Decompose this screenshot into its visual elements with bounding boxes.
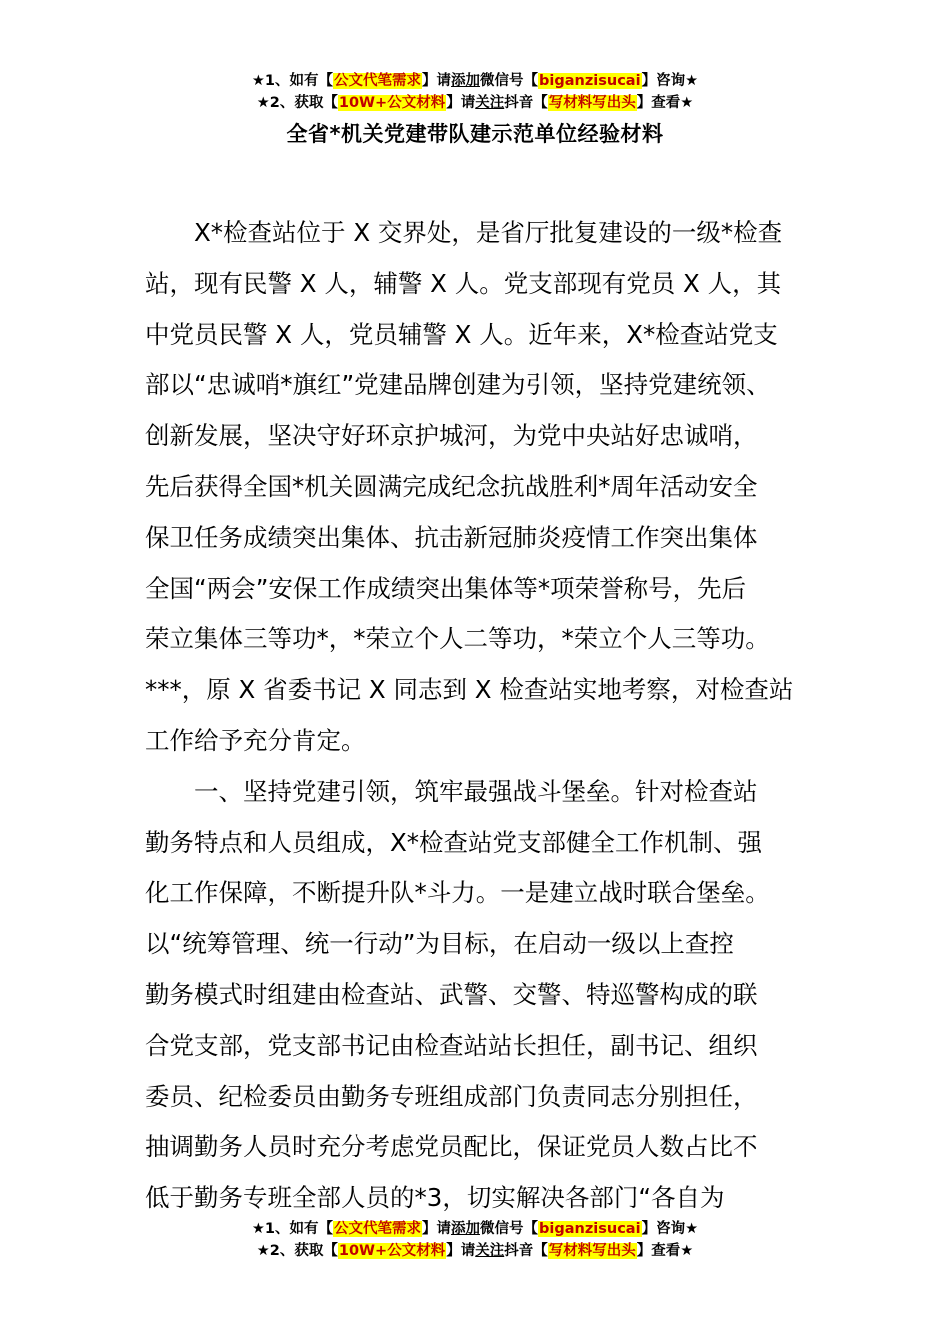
promo-line-2 [0,1240,950,1262]
promo-underline: 添加 [451,1221,481,1237]
promo-highlight-wechat: biganzisucai [539,1221,641,1237]
promo-line-1 [0,1218,950,1240]
promo-underline: 关注 [475,1243,505,1259]
promo-underline: 添加 [451,73,481,89]
body-line: 中党员民警 X 人，党员辅警 X 人。近年来，X*检查站党支 [145,319,778,349]
promo-text: ★2、获取【 [256,1243,338,1259]
promo-text: ★2、获取【 [256,95,338,111]
promo-line-2 [0,92,950,114]
promo-text: 微信号【 [480,73,539,89]
promo-text: 抖音【 [504,95,548,111]
promo-highlight: 10W+公文材料 [338,95,446,111]
promo-text: 抖音【 [504,1243,548,1259]
promo-text: 】咨询★ [641,1221,699,1237]
body-line: 先后获得全国*机关圆满完成纪念抗战胜利*周年活动安全 [145,471,758,501]
promo-highlight: 10W+公文材料 [338,1243,446,1259]
body-line: 全国“两会”安保工作成绩突出集体等*项荣誉称号，先后 [145,573,747,603]
body-line: 抽调勤务人员时充分考虑党员配比，保证党员人数占比不 [145,1132,758,1162]
promo-text: 】咨询★ [641,73,699,89]
footer-promo-banner [0,1218,950,1262]
body-line: 保卫任务成绩突出集体、抗击新冠肺炎疫情工作突出集体 [145,522,758,552]
body-line: 委员、纪检委员由勤务专班组成部门负责同志分别担任， [145,1081,758,1111]
body-line: 以“统筹管理、统一行动”为目标，在启动一级以上查控 [145,929,734,959]
promo-text: ★1、如有【 [251,1221,334,1237]
body-line: 勤务特点和人员组成，X*检查站党支部健全工作机制、强 [145,827,763,857]
promo-text: 】查看★ [636,95,694,111]
body-line: ***，原 X 省委书记 X 同志到 X 检查站实地考察，对检查站 [145,675,794,705]
body-line: 工作给予充分肯定。 [145,725,366,755]
promo-text: 】请 [422,1221,452,1237]
promo-highlight: 公文代笔需求 [334,1221,422,1237]
promo-line-1 [0,70,950,92]
promo-text: 微信号【 [480,1221,539,1237]
promo-text: 】查看★ [636,1243,694,1259]
promo-underline: 关注 [475,95,505,111]
header-promo-banner [0,70,950,114]
body-line: 化工作保障，不断提升队*斗力。一是建立战时联合堡垒。 [145,878,770,908]
body-line: 创新发展，坚决守好环京护城河，为党中央站好忠诚哨， [145,421,758,451]
promo-text: 】请 [422,73,452,89]
promo-text: 】请 [446,1243,476,1259]
body-line: 部以“忠诚哨*旗红”党建品牌创建为引领，坚持党建统领、 [145,370,771,400]
body-line: 站，现有民警 X 人，辅警 X 人。党支部现有党员 X 人，其 [145,268,782,298]
promo-highlight: 公文代笔需求 [334,73,422,89]
promo-highlight-wechat: biganzisucai [539,73,641,89]
promo-text: ★1、如有【 [251,73,334,89]
body-line: X*检查站位于 X 交界处，是省厅批复建设的一级*检查 [194,218,783,247]
document-body [145,208,807,1224]
body-line: 勤务模式时组建由检查站、武警、交警、特巡警构成的联 [145,979,758,1009]
promo-highlight-douyin: 写材料写出头 [548,95,636,111]
document-title: 全省*机关党建带队建示范单位经验材料 [286,122,664,146]
body-line: 合党支部，党支部书记由检查站站长担任，副书记、组织 [145,1030,758,1060]
body-line: 荣立集体三等功*，*荣立个人二等功，*荣立个人三等功。 [145,624,770,654]
promo-highlight-douyin: 写材料写出头 [548,1243,636,1259]
section-heading-line: 一、坚持党建引领，筑牢最强战斗堡垒。针对检查站 [194,776,758,806]
promo-text: 】请 [446,95,476,111]
body-line: 低于勤务专班全部人员的*3，切实解决各部门“各自为 [145,1183,725,1213]
